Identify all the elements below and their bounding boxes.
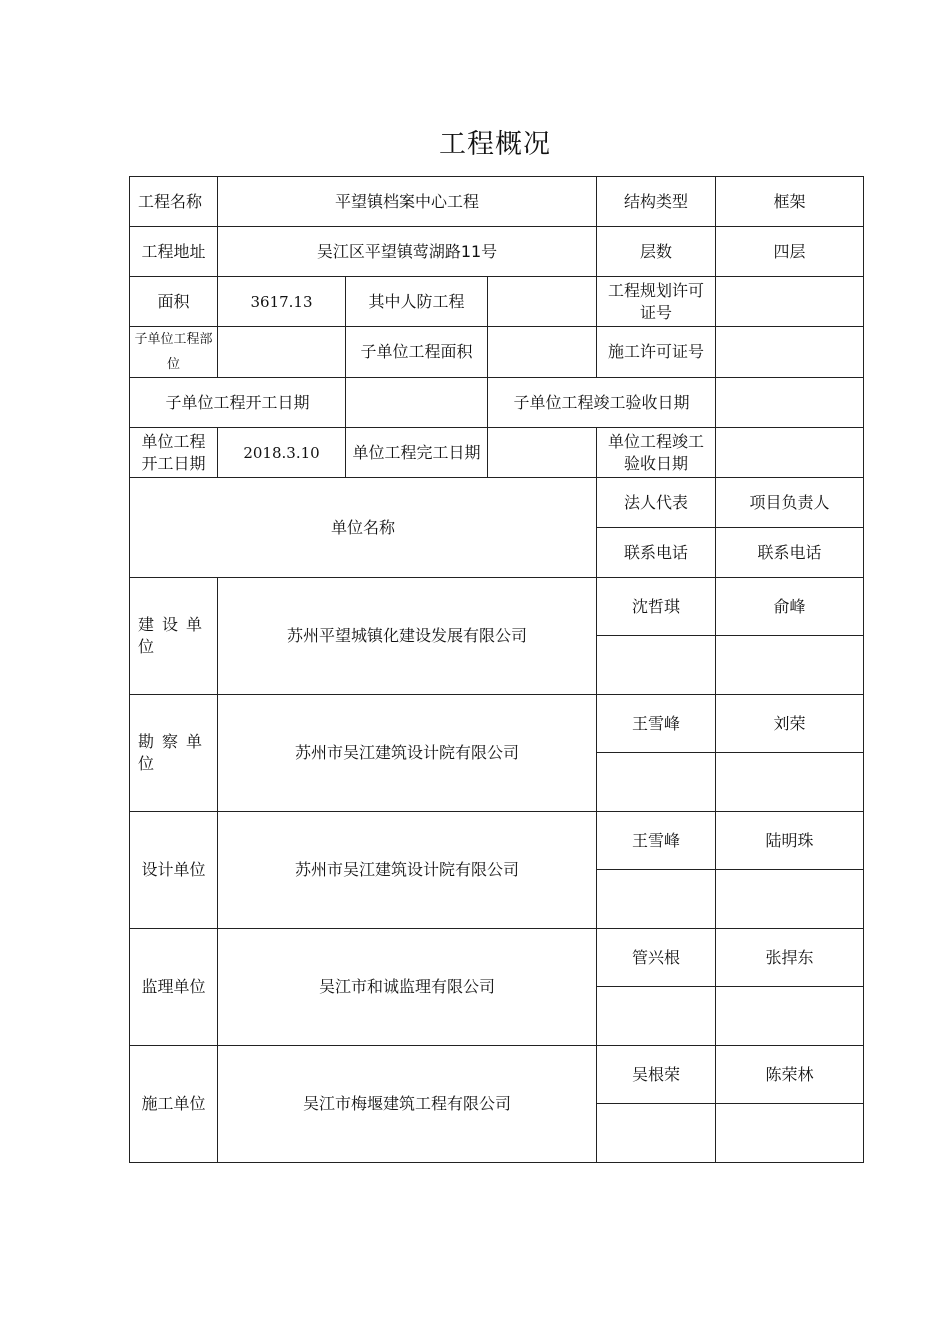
unit-accept-value (716, 428, 864, 478)
unit-name-header: 单位名称 (130, 478, 597, 578)
unit-lead-phone (716, 753, 864, 812)
project-name-label: 工程名称 (130, 177, 218, 227)
unit-legal-rep: 管兴根 (597, 929, 716, 987)
unit-start-value: 2018.3.10 (218, 428, 346, 478)
unit-project-lead: 刘荣 (716, 695, 864, 753)
civil-defense-label: 其中人防工程 (346, 277, 488, 327)
page-title: 工程概况 (439, 129, 551, 160)
planning-permit-label: 工程规划许可证号 (597, 277, 716, 327)
unit-lead-phone (716, 636, 864, 695)
sub-start-label: 子单位工程开工日期 (130, 378, 346, 428)
table-row (130, 428, 864, 478)
unit-legal-phone (597, 636, 716, 695)
sub-part-label: 子单位工程部位 (130, 327, 218, 378)
unit-finish-value (488, 428, 597, 478)
sub-area-value (488, 327, 597, 378)
unit-legal-rep: 王雪峰 (597, 812, 716, 870)
unit-project-lead: 陆明珠 (716, 812, 864, 870)
sub-start-value (346, 378, 488, 428)
floors-value: 四层 (716, 227, 864, 277)
table-row (130, 478, 864, 528)
table-row (130, 929, 864, 987)
phone-header-lead: 联系电话 (716, 528, 864, 578)
construction-permit-value (716, 327, 864, 378)
unit-start-label: 单位工程开工日期 (130, 428, 218, 478)
table-row (130, 327, 864, 378)
unit-company: 苏州市吴江建筑设计院有限公司 (218, 812, 597, 929)
unit-role: 勘察单位 (130, 695, 218, 812)
table-row (130, 177, 864, 227)
unit-legal-phone (597, 987, 716, 1046)
civil-defense-value (488, 277, 597, 327)
sub-accept-label: 子单位工程竣工验收日期 (488, 378, 716, 428)
unit-company: 吴江市梅堰建筑工程有限公司 (218, 1046, 597, 1163)
project-overview-table (129, 176, 864, 1163)
table-row (130, 378, 864, 428)
unit-role: 建设单位 (130, 578, 218, 695)
unit-finish-label: 单位工程完工日期 (346, 428, 488, 478)
table-row (130, 1046, 864, 1104)
structure-type-label: 结构类型 (597, 177, 716, 227)
table-row (130, 578, 864, 636)
unit-company: 苏州平望城镇化建设发展有限公司 (218, 578, 597, 695)
table-row (130, 227, 864, 277)
area-value: 3617.13 (218, 277, 346, 327)
unit-role: 设计单位 (130, 812, 218, 929)
area-label: 面积 (130, 277, 218, 327)
unit-role: 监理单位 (130, 929, 218, 1046)
unit-project-lead: 张捍东 (716, 929, 864, 987)
project-lead-header: 项目负责人 (716, 478, 864, 528)
unit-lead-phone (716, 1104, 864, 1163)
floors-label: 层数 (597, 227, 716, 277)
table-row (130, 812, 864, 870)
planning-permit-value (716, 277, 864, 327)
unit-lead-phone (716, 870, 864, 929)
address-label: 工程地址 (130, 227, 218, 277)
legal-rep-header: 法人代表 (597, 478, 716, 528)
unit-project-lead: 陈荣林 (716, 1046, 864, 1104)
unit-legal-phone (597, 1104, 716, 1163)
unit-legal-rep: 王雪峰 (597, 695, 716, 753)
unit-legal-phone (597, 753, 716, 812)
address-value: 吴江区平望镇莺湖路11号 (218, 227, 597, 277)
table-row (130, 277, 864, 327)
unit-legal-rep: 沈哲琪 (597, 578, 716, 636)
sub-accept-value (716, 378, 864, 428)
unit-lead-phone (716, 987, 864, 1046)
structure-type-value: 框架 (716, 177, 864, 227)
unit-project-lead: 俞峰 (716, 578, 864, 636)
unit-company: 苏州市吴江建筑设计院有限公司 (218, 695, 597, 812)
unit-legal-rep: 吴根荣 (597, 1046, 716, 1104)
unit-company: 吴江市和诚监理有限公司 (218, 929, 597, 1046)
construction-permit-label: 施工许可证号 (597, 327, 716, 378)
unit-legal-phone (597, 870, 716, 929)
phone-header-legal: 联系电话 (597, 528, 716, 578)
sub-part-value (218, 327, 346, 378)
table-row (130, 695, 864, 753)
unit-accept-label: 单位工程竣工验收日期 (597, 428, 716, 478)
project-name-value: 平望镇档案中心工程 (218, 177, 597, 227)
unit-role: 施工单位 (130, 1046, 218, 1163)
sub-area-label: 子单位工程面积 (346, 327, 488, 378)
